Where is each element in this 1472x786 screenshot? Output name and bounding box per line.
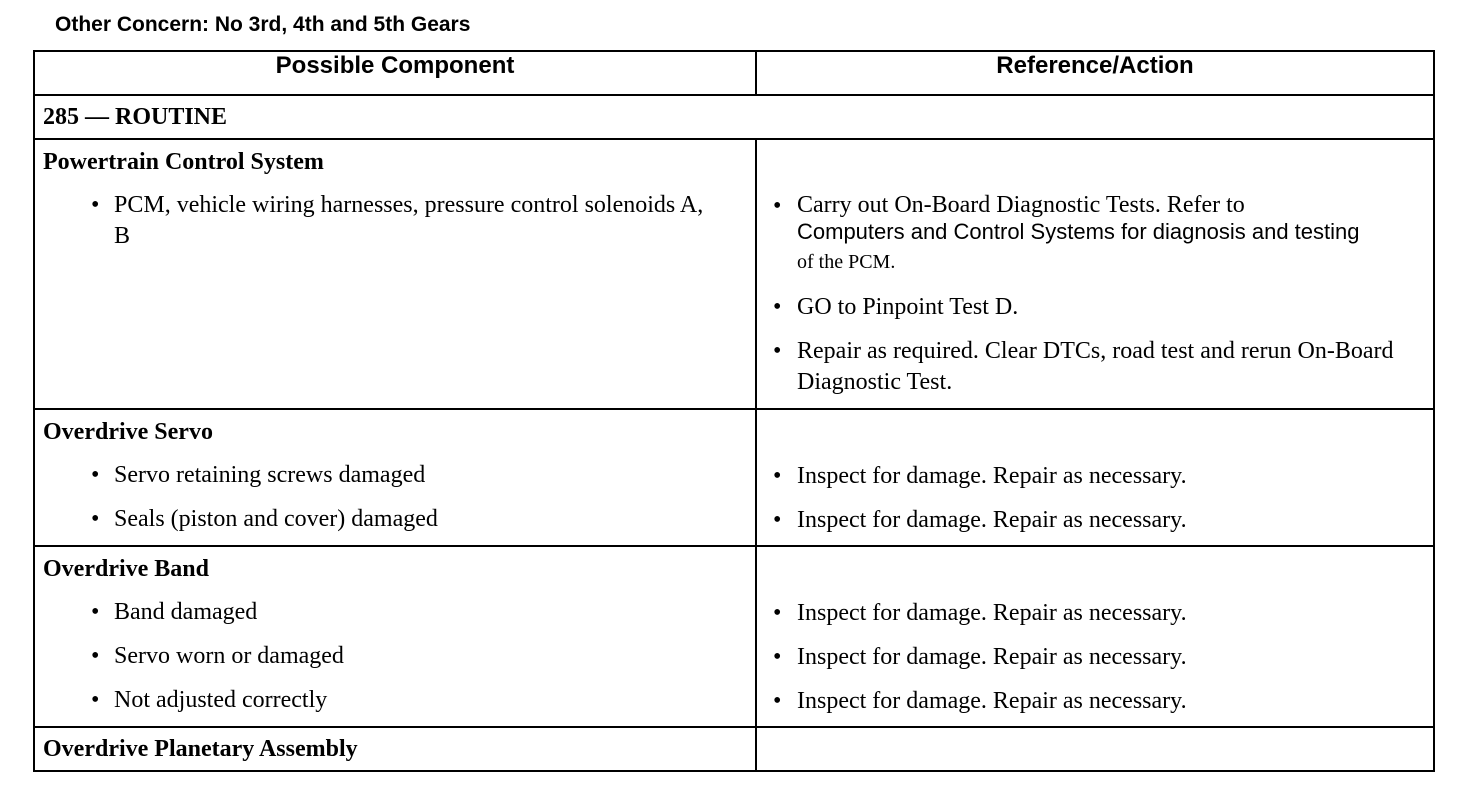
action-cell bbox=[756, 727, 1434, 771]
bullet-icon: • bbox=[773, 688, 782, 714]
routine-label: 285 — ROUTINE bbox=[34, 95, 1434, 139]
action-cell bbox=[756, 546, 1434, 727]
bullet-icon: • bbox=[773, 644, 782, 670]
component-list bbox=[35, 597, 755, 716]
table-row bbox=[34, 139, 1434, 409]
routine-row bbox=[34, 95, 1434, 139]
table-header-row bbox=[34, 51, 1434, 95]
bullet-icon: • bbox=[91, 643, 100, 669]
table-row bbox=[34, 727, 1434, 771]
action-text: Computers and Control Systems for diagnosis and testing bbox=[797, 219, 1360, 244]
component-text: Band damaged bbox=[114, 599, 258, 625]
bullet-icon: • bbox=[773, 463, 782, 489]
group-title: Powertrain Control System bbox=[43, 149, 324, 175]
component-text: PCM, vehicle wiring harnesses, pressure control solenoids A, B bbox=[114, 192, 704, 249]
list-item bbox=[757, 191, 1433, 279]
bullet-icon: • bbox=[773, 507, 782, 533]
action-text: Inspect for damage. Repair as necessary. bbox=[797, 600, 1187, 626]
action-text: Inspect for damage. Repair as necessary. bbox=[797, 463, 1187, 489]
group-title: Overdrive Band bbox=[43, 556, 209, 582]
component-text: Servo worn or damaged bbox=[114, 643, 344, 669]
bullet-icon: • bbox=[773, 294, 782, 320]
component-text: Seals (piston and cover) damaged bbox=[114, 506, 438, 532]
list-item bbox=[757, 292, 1433, 323]
list-item bbox=[757, 642, 1433, 673]
bullet-icon: • bbox=[773, 193, 782, 219]
bullet-icon: • bbox=[91, 599, 100, 625]
component-list bbox=[35, 190, 755, 252]
action-text: Inspect for damage. Repair as necessary. bbox=[797, 644, 1187, 670]
list-item bbox=[35, 641, 755, 672]
page-caption: Other Concern: No 3rd, 4th and 5th Gears bbox=[55, 13, 471, 36]
list-item bbox=[757, 336, 1433, 398]
bullet-icon: • bbox=[91, 462, 100, 488]
component-cell bbox=[34, 139, 756, 409]
action-text: Repair as required. Clear DTCs, road test and rerun On-Board Diagnostic Test. bbox=[797, 338, 1394, 395]
action-list bbox=[757, 140, 1433, 407]
bullet-icon: • bbox=[91, 506, 100, 532]
bullet-icon: • bbox=[91, 687, 100, 713]
bullet-icon: • bbox=[773, 600, 782, 626]
group-title: Overdrive Planetary Assembly bbox=[43, 736, 358, 762]
component-cell bbox=[34, 727, 756, 771]
action-cell bbox=[756, 409, 1434, 546]
action-text: Inspect for damage. Repair as necessary. bbox=[797, 688, 1187, 714]
component-list bbox=[35, 460, 755, 535]
list-item bbox=[35, 190, 755, 252]
component-text: Servo retaining screws damaged bbox=[114, 462, 426, 488]
diagnosis-table bbox=[33, 50, 1435, 772]
bullet-icon: • bbox=[91, 192, 100, 218]
list-item bbox=[757, 598, 1433, 629]
action-text: Inspect for damage. Repair as necessary. bbox=[797, 507, 1187, 533]
action-text: Carry out On-Board Diagnostic Tests. Refer to bbox=[797, 192, 1245, 218]
component-cell bbox=[34, 409, 756, 546]
bullet-icon: • bbox=[773, 338, 782, 364]
list-item bbox=[35, 685, 755, 716]
action-list bbox=[757, 547, 1433, 726]
column-header-component: Possible Component bbox=[34, 51, 756, 95]
table-row bbox=[34, 409, 1434, 546]
list-item bbox=[35, 460, 755, 491]
list-item bbox=[757, 461, 1433, 492]
group-title: Overdrive Servo bbox=[43, 419, 213, 445]
component-cell bbox=[34, 546, 756, 727]
table-row bbox=[34, 546, 1434, 727]
list-item bbox=[35, 504, 755, 535]
list-item bbox=[35, 597, 755, 628]
component-text: Not adjusted correctly bbox=[114, 687, 328, 713]
action-text: of the PCM. bbox=[797, 251, 896, 273]
list-item bbox=[757, 686, 1433, 717]
action-text: GO to Pinpoint Test D. bbox=[797, 294, 1019, 320]
list-item bbox=[757, 505, 1433, 536]
action-cell bbox=[756, 139, 1434, 409]
action-list bbox=[757, 410, 1433, 545]
column-header-action: Reference/Action bbox=[756, 51, 1434, 95]
